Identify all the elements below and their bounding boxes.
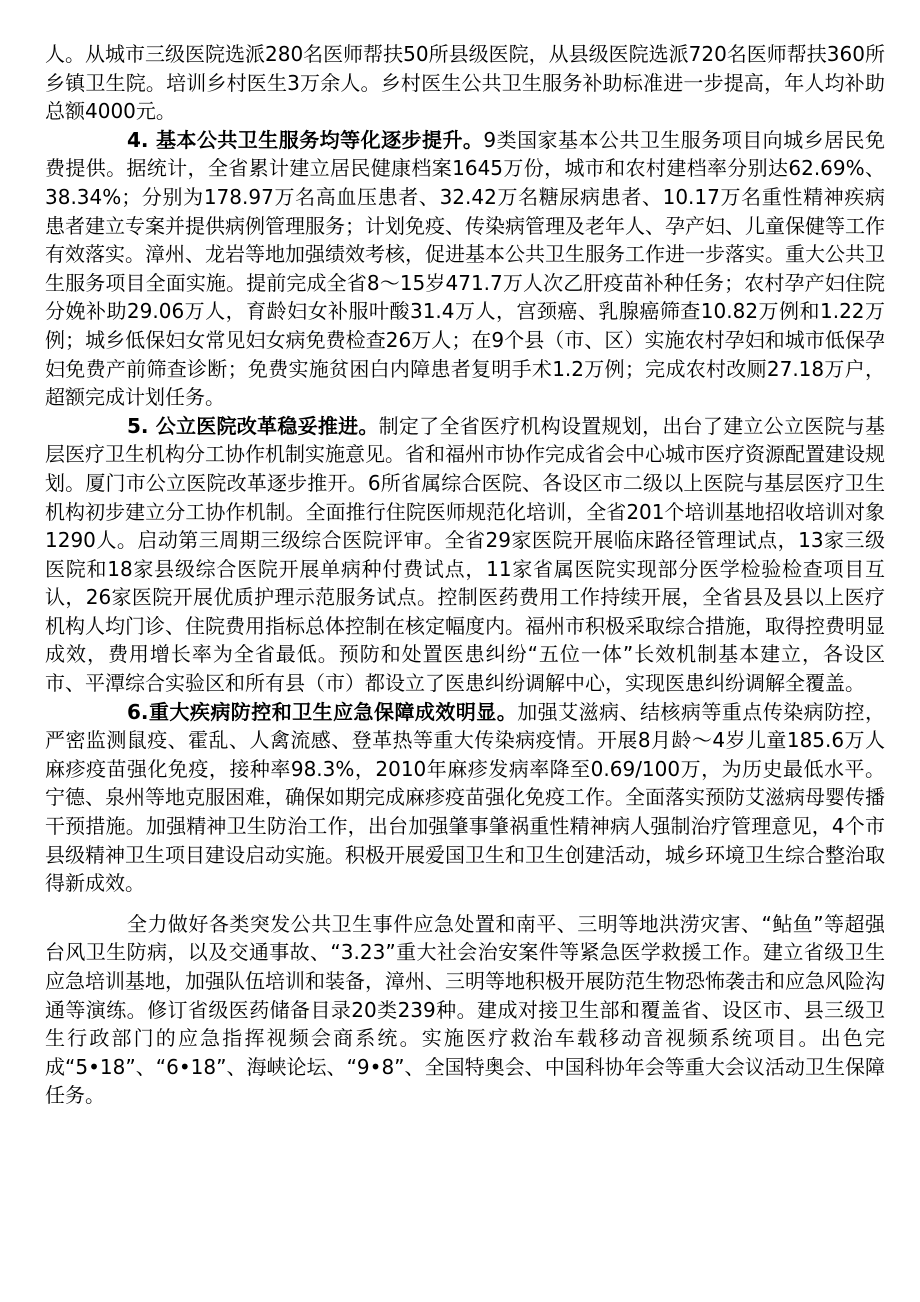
section-5-paragraph [45,412,885,698]
section-6-body: 加强艾滋病、结核病等重点传染病防控，严密监测鼠疫、霍乱、人禽流感、登革热等重大传染病疫情。开展8月龄～4岁儿童185.6万人麻疹疫苗强化免疫，接种率98.3%，2010年麻疹发病率降至0.69/100万，为历史最低水平。宁德、泉州等地克服困难，确保如期完成麻疹疫苗强化免疫工作。全面落实预防艾滋病母婴传播干预措施。加强精神卫生防治工作，出台加强肇事肇祸重性精神病人强制治疗管理意见，4个市县级精神卫生项目建设启动实施。积极开展爱国卫生和卫生创建活动，城乡环境卫生综合整治取得新成效。 [45,699,886,896]
document-page [45,40,885,1110]
section-4-heading: 4. 基本公共卫生服务均等化逐步提升。 [127,127,484,152]
section-5-heading: 5. 公立医院改革稳妥推进。 [127,413,379,438]
section-5-body: 制定了全省医疗机构设置规划，出台了建立公立医院与基层医疗卫生机构分工协作机制实施意见。省和福州市协作完成省会中心城市医疗资源配置建设规划。厦门市公立医院改革逐步推开。6所省属综合医院、各设区市二级以上医院与基层医疗卫生机构初步建立分工协作机制。全面推行住院医师规范化培训，全省201个培训基地招收培训对象1290人。启动第三周期三级综合医院评审。全省29家医院开展临床路径管理试点，13家三级医院和18家县级综合医院开展单病种付费试点，11家省属医院实现部分医学检验检查项目互认，26家医院开展优质护理示范服务试点。控制医药费用工作持续开展，全省县及县以上医疗机构人均门诊、住院费用指标总体控制在核定幅度内。福州市积极采取综合措施，取得控费明显成效，费用增长率为全省最低。预防和处置医患纠纷“五位一体”长效机制基本建立，各设区市、平潭综合实验区和所有县（市）都设立了医患纠纷调解中心，实现医患纠纷调解全覆盖。 [45,413,885,696]
section-4-paragraph [45,126,885,412]
emergency-response-paragraph: 全力做好各类突发公共卫生事件应急处置和南平、三明等地洪涝灾害、“鲇鱼”等超强台风卫生防病，以及交通事故、“3.23”重大社会治安案件等紧急医学救援工作。建立省级卫生应急培训基地，加强队伍培训和装备，漳州、三明等地积极开展防范生物恐怖袭击和应急风险沟通等演练。修订省级医药储备目录20类239种。建成对接卫生部和覆盖省、设区市、县三级卫生行政部门的应急指挥视频会商系统。实施医疗救治车载移动音视频系统项目。出色完成“5•18”、“6•18”、海峡论坛、“9•8”、全国特奥会、中国科协年会等重大会议活动卫生保障任务。 [45,911,885,1108]
paragraph-continuation: 人。从城市三级医院选派280名医师帮扶50所县级医院，从县级医院选派720名医师帮扶360所乡镇卫生院。培训乡村医生3万余人。乡村医生公共卫生服务补助标准进一步提高，年人均补助总额4000元。 [45,42,885,124]
section-4-body: 9类国家基本公共卫生服务项目向城乡居民免费提供。据统计，全省累计建立居民健康档案1645万份，城市和农村建档率分别达62.69%、38.34%；分别为178.97万名高血压患者、32.42万名糖尿病患者、10.17万名重性精神疾病患者建立专案并提供病例管理服务；计划免疫、传染病管理及老年人、孕产妇、儿童保健等工作有效落实。漳州、龙岩等地加强绩效考核，促进基本公共卫生服务工作进一步落实。重大公共卫生服务项目全面实施。提前完成全省8～15岁471.7万人次乙肝疫苗补种任务；农村孕产妇住院分娩补助29.06万人，育龄妇女补服叶酸31.4万人，宫颈癌、乳腺癌筛查10.82万例和1.22万例；城乡低保妇女常见妇女病免费检查26万人；在9个县（市、区）实施农村孕妇和城市低保孕妇免费产前筛查诊断；免费实施贫困白内障患者复明手术1.2万例；完成农村改厕27.18万户，超额完成计划任务。 [45,127,885,410]
section-6-heading: 6.重大疾病防控和卫生应急保障成效明显。 [127,699,518,724]
section-6-paragraph [45,698,885,898]
